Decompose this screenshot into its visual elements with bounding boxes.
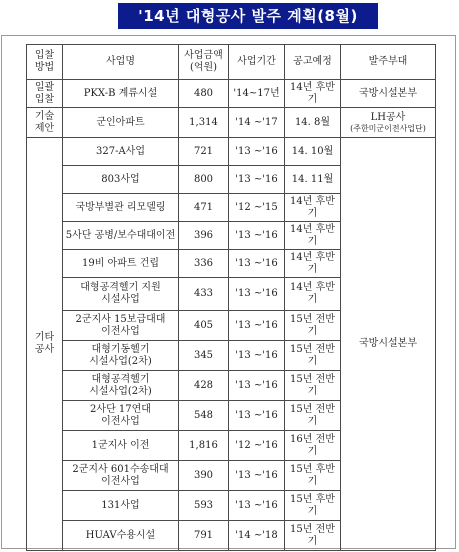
dept-main: LH공사 xyxy=(370,111,406,123)
period-cell: '13 ~'16 xyxy=(229,401,285,431)
dept-cell xyxy=(341,108,436,138)
project-name-cell: 327-A사업 xyxy=(63,138,179,166)
period-cell: '13 ~'16 xyxy=(229,138,285,166)
notice-cell: 15년 전반기 xyxy=(285,341,341,371)
notice-cell: 15년 후반기 xyxy=(285,461,341,491)
method-group-cell: 기술 제안 xyxy=(27,108,63,138)
period-cell: '13 ~'16 xyxy=(229,491,285,521)
amount-cell: 1,816 xyxy=(179,431,229,461)
plan-table xyxy=(26,44,436,551)
period-cell: '13 ~'16 xyxy=(229,166,285,194)
period-cell: '14 ~'18 xyxy=(229,521,285,551)
amount-cell: 428 xyxy=(179,371,229,401)
project-name-cell: 국방부별관 리모델링 xyxy=(63,194,179,222)
notice-cell: 14년 후반기 xyxy=(285,222,341,250)
amount-cell: 480 xyxy=(179,80,229,108)
page-title: '14년 대형공사 발주 계획(8월) xyxy=(118,3,378,29)
notice-cell: 15년 전반기 xyxy=(285,371,341,401)
project-name-cell: 803사업 xyxy=(63,166,179,194)
period-cell: '14~17년 xyxy=(229,80,285,108)
amount-cell: 405 xyxy=(179,311,229,341)
project-name-cell: 대형기동헬기 시설사업(2차) xyxy=(63,341,179,371)
header-amount: 사업금액 (억원) xyxy=(179,45,229,80)
period-cell: '12 ~'15 xyxy=(229,194,285,222)
project-name-cell: 5사단 공병/보수대대이전 xyxy=(63,222,179,250)
method-group-cell: 일괄 입찰 xyxy=(27,80,63,108)
amount-cell: 433 xyxy=(179,278,229,311)
method-group-cell: 기타 공사 xyxy=(27,138,63,551)
period-cell: '12 ~'16 xyxy=(229,431,285,461)
period-cell: '13 ~'16 xyxy=(229,278,285,311)
amount-cell: 800 xyxy=(179,166,229,194)
project-name-cell: PKX-B 계류시설 xyxy=(63,80,179,108)
amount-cell: 390 xyxy=(179,461,229,491)
project-name-cell: 1군지사 이전 xyxy=(63,431,179,461)
table-row xyxy=(27,80,436,108)
notice-cell: 14년 후반기 xyxy=(285,194,341,222)
amount-cell: 721 xyxy=(179,138,229,166)
notice-cell: 14년 후반기 xyxy=(285,278,341,311)
amount-cell: 548 xyxy=(179,401,229,431)
project-name-cell: 대형공격헬기 지원 시설사업 xyxy=(63,278,179,311)
project-name-cell: 19비 아파트 건립 xyxy=(63,250,179,278)
header-period: 사업기간 xyxy=(229,45,285,80)
period-cell: '14 ~'17 xyxy=(229,108,285,138)
notice-cell: 15년 전반기 xyxy=(285,401,341,431)
period-cell: '13 ~'16 xyxy=(229,222,285,250)
dept-cell: 국방시설본부 xyxy=(341,80,436,108)
notice-cell: 15년 전반기 xyxy=(285,311,341,341)
project-name-cell: 군인아파트 xyxy=(63,108,179,138)
period-cell: '13 ~'16 xyxy=(229,311,285,341)
notice-cell: 15년 후반기 xyxy=(285,491,341,521)
notice-cell: 14. 10월 xyxy=(285,138,341,166)
period-cell: '13 ~'16 xyxy=(229,371,285,401)
notice-cell: 15년 전반기 xyxy=(285,521,341,551)
amount-cell: 1,314 xyxy=(179,108,229,138)
period-cell: '13 ~'16 xyxy=(229,250,285,278)
project-name-cell: 2사단 17연대 이전사업 xyxy=(63,401,179,431)
header-dept: 발주부대 xyxy=(341,45,436,80)
table-row xyxy=(27,108,436,138)
notice-cell: 14년 후반기 xyxy=(285,250,341,278)
header-row xyxy=(27,45,436,80)
project-name-cell: 대형공격헬기 시설사업(2차) xyxy=(63,371,179,401)
dept-cell: 국방시설본부 xyxy=(341,138,436,551)
notice-cell: 14년 후반기 xyxy=(285,80,341,108)
project-name-cell: 2군지사 601수송대대 이전사업 xyxy=(63,461,179,491)
amount-cell: 345 xyxy=(179,341,229,371)
amount-cell: 791 xyxy=(179,521,229,551)
amount-cell: 471 xyxy=(179,194,229,222)
project-name-cell: 131사업 xyxy=(63,491,179,521)
notice-cell: 14. 8월 xyxy=(285,108,341,138)
dept-sub: (주한미군이전사업단) xyxy=(350,123,426,133)
amount-cell: 593 xyxy=(179,491,229,521)
period-cell: '13 ~'16 xyxy=(229,341,285,371)
notice-cell: 14. 11월 xyxy=(285,166,341,194)
header-method: 입찰 방법 xyxy=(27,45,63,80)
amount-cell: 336 xyxy=(179,250,229,278)
amount-cell: 396 xyxy=(179,222,229,250)
table-row xyxy=(27,138,436,166)
project-name-cell: 2군지사 15보급대대 이전사업 xyxy=(63,311,179,341)
notice-cell: 16년 전반기 xyxy=(285,431,341,461)
header-notice: 공고예정 xyxy=(285,45,341,80)
project-name-cell: HUAV수용시설 xyxy=(63,521,179,551)
period-cell: '13 ~'16 xyxy=(229,461,285,491)
header-name: 사업명 xyxy=(63,45,179,80)
